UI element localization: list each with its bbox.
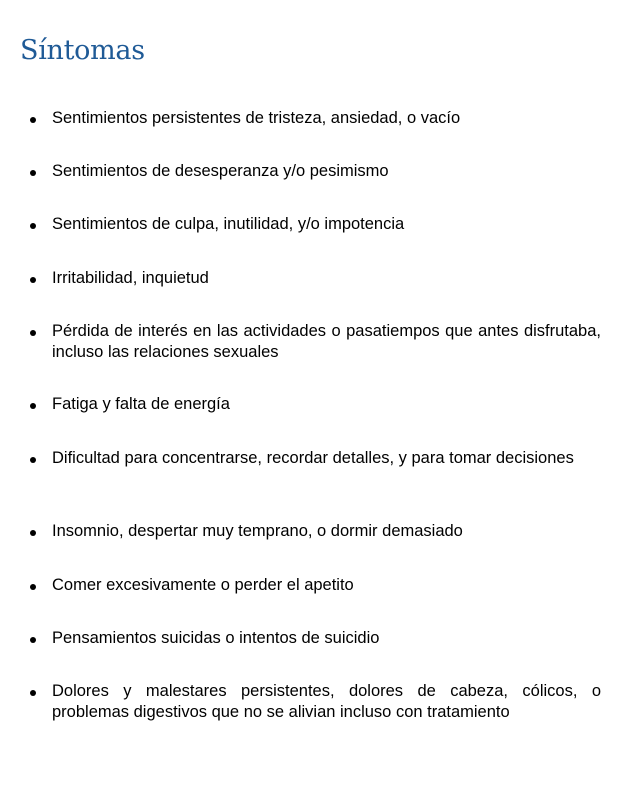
bullet-icon bbox=[30, 223, 36, 229]
symptom-text: Insomnio, despertar muy temprano, o dormir demasiado bbox=[52, 522, 463, 540]
bullet-icon bbox=[30, 117, 36, 123]
bullet-icon bbox=[30, 330, 36, 336]
symptom-text: Fatiga y falta de energía bbox=[52, 395, 230, 413]
symptom-text: Irritabilidad, inquietud bbox=[52, 269, 209, 287]
bullet-icon bbox=[30, 170, 36, 176]
symptom-text: Comer excesivamente o perder el apetito bbox=[52, 576, 354, 594]
symptom-text: Sentimientos de desesperanza y/o pesimismo bbox=[52, 162, 389, 180]
bullet-icon bbox=[30, 637, 36, 643]
symptom-text: Dolores y malestares persistentes, dolores de cabeza, cólicos, o problemas digestivos que no se alivian incluso con tratamiento bbox=[52, 682, 601, 721]
symptom-text: Pensamientos suicidas o intentos de suicidio bbox=[52, 629, 380, 647]
symptom-text: Sentimientos persistentes de tristeza, ansiedad, o vacío bbox=[52, 109, 461, 127]
symptom-text: Pérdida de interés en las actividades o pasatiempos que antes disfrutaba, incluso las relaciones sexuales bbox=[52, 322, 601, 361]
bullet-icon bbox=[30, 403, 36, 409]
page-title: Síntomas bbox=[20, 35, 145, 66]
bullet-icon bbox=[30, 584, 36, 590]
bullet-icon bbox=[30, 457, 36, 463]
bullet-icon bbox=[30, 530, 36, 536]
bullet-icon bbox=[30, 690, 36, 696]
symptom-text: Dificultad para concentrarse, recordar detalles, y para tomar decisiones bbox=[52, 449, 574, 467]
bullet-icon bbox=[30, 277, 36, 283]
symptom-text: Sentimientos de culpa, inutilidad, y/o impotencia bbox=[52, 215, 405, 233]
